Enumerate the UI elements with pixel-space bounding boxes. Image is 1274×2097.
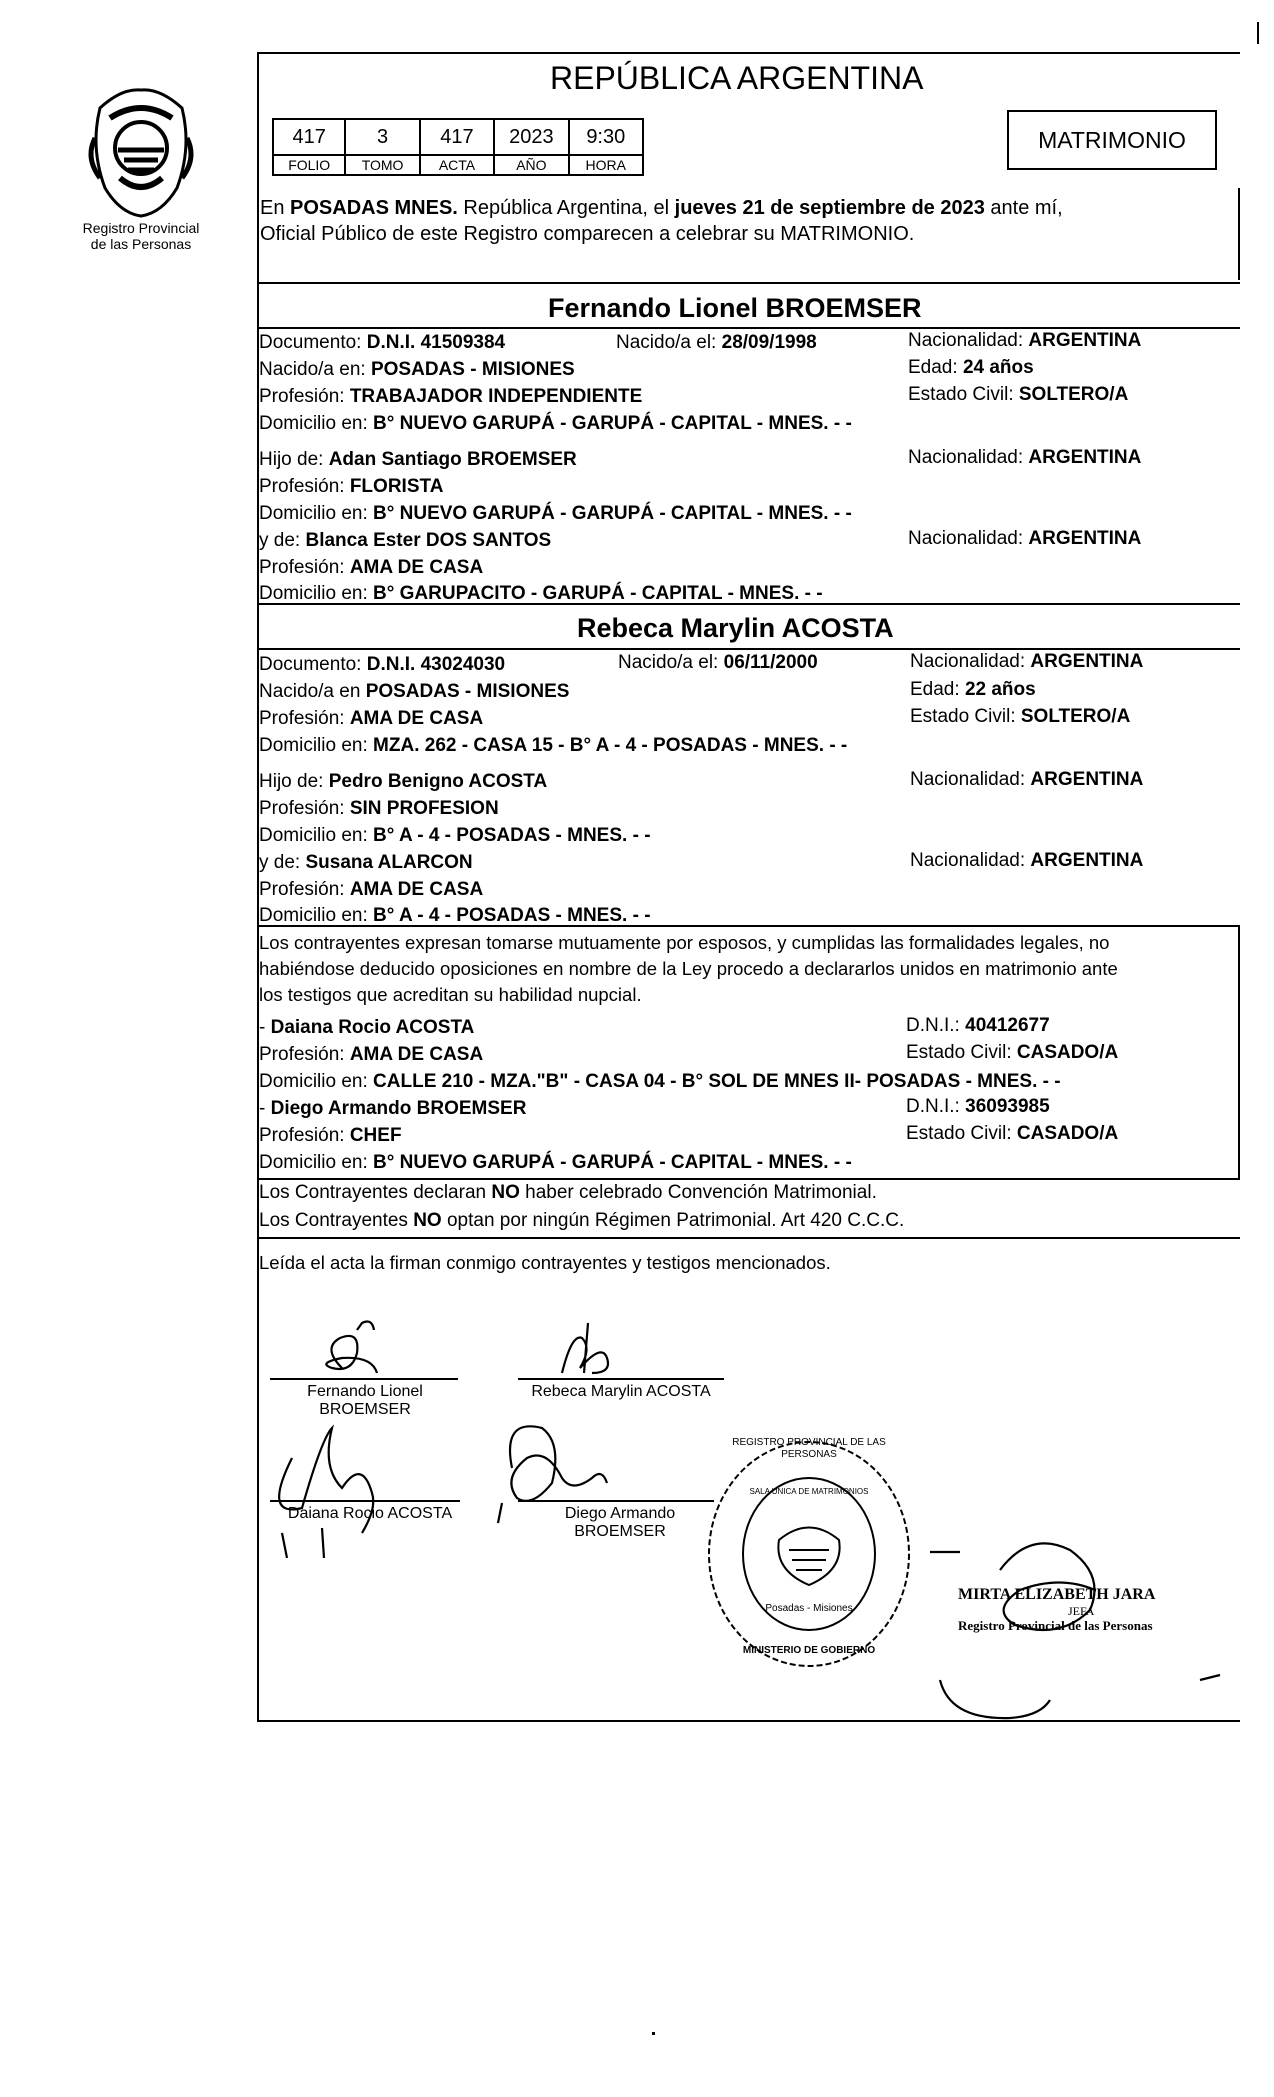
frame-top bbox=[257, 52, 1240, 54]
spouse1-father-domicilio: Domicilio en: B° NUEVO GARUPÁ - GARUPÁ - CAPITAL - MNES. - - bbox=[259, 503, 852, 524]
act-type-box bbox=[1007, 110, 1217, 170]
spouse1-mother-domicilio: Domicilio en: B° GARUPACITO - GARUPÁ - CAPITAL - MNES. - - bbox=[259, 583, 823, 604]
official-seal-icon bbox=[704, 1435, 914, 1673]
intro-text-b: República Argentina, el bbox=[457, 197, 675, 219]
witness1-dni: D.N.I.: 40412677 bbox=[906, 1015, 1050, 1036]
registry-caption-line2: de las Personas bbox=[90, 236, 192, 252]
hora-label: HORA bbox=[569, 155, 643, 175]
spouse2-father-domicilio: Domicilio en: B° A - 4 - POSADAS - MNES. - - bbox=[259, 825, 651, 846]
divider-convention bbox=[257, 1237, 1240, 1239]
witness1-estado: Estado Civil: CASADO/A bbox=[906, 1042, 1119, 1063]
spouse1-mother: y de: Blanca Ester DOS SANTOS bbox=[259, 530, 552, 551]
spouse1-mother-nacionalidad: Nacionalidad: ARGENTINA bbox=[908, 528, 1142, 549]
tomo-value: 3 bbox=[345, 119, 419, 155]
signature-name-4-last: BROEMSER bbox=[574, 1523, 666, 1540]
officer-name: MIRTA ELIZABETH JARA bbox=[958, 1586, 1156, 1603]
anio-value: 2023 bbox=[494, 119, 568, 155]
divider-name2 bbox=[257, 648, 1240, 650]
declaration-line3: los testigos que acreditan su habilidad nupcial. bbox=[259, 984, 642, 1005]
divider-name1 bbox=[257, 327, 1240, 329]
signature-name-1-last: BROEMSER bbox=[319, 1401, 411, 1418]
spouse2-father-profesion: Profesión: SIN PROFESION bbox=[259, 798, 499, 819]
spouse2-mother-domicilio: Domicilio en: B° A - 4 - POSADAS - MNES. - - bbox=[259, 905, 651, 926]
signature-2-scribble bbox=[562, 1323, 608, 1373]
witness2-domicilio: Domicilio en: B° NUEVO GARUPÁ - GARUPÁ - CAPITAL - MNES. - - bbox=[259, 1152, 852, 1173]
spouse2-nacionalidad: Nacionalidad: ARGENTINA bbox=[910, 651, 1144, 672]
signature-4-scribble bbox=[498, 1426, 607, 1523]
record-table bbox=[272, 118, 644, 176]
spouse1-nacido-en: Nacido/a en: POSADAS - MISIONES bbox=[259, 359, 575, 380]
seal-inner-text: SALA UNICA DE MATRIMONIOS bbox=[749, 1487, 869, 1496]
hora-value: 9:30 bbox=[569, 119, 643, 155]
anio-label: AÑO bbox=[494, 155, 568, 175]
stray-dot-bottom bbox=[652, 2032, 655, 2035]
seal-outer-text: REGISTRO PROVINCIAL DE LAS PERSONAS bbox=[732, 1437, 886, 1460]
closing-text: Leída el acta la firman conmigo contrayentes y testigos mencionados. bbox=[259, 1252, 831, 1273]
signature-name-1-first: Fernando Lionel bbox=[307, 1383, 423, 1400]
seal-city: Posadas - Misiones bbox=[765, 1603, 853, 1614]
country-title: REPÚBLICA ARGENTINA bbox=[550, 60, 924, 96]
folio-value: 417 bbox=[273, 119, 345, 155]
witness1-domicilio: Domicilio en: CALLE 210 - MZA."B" - CASA 04 - B° SOL DE MNES II- POSADAS - MNES. - - bbox=[259, 1071, 1061, 1092]
spouse2-mother-profesion: Profesión: AMA DE CASA bbox=[259, 879, 484, 900]
witness1-name: - Daiana Rocio ACOSTA bbox=[259, 1017, 475, 1038]
spouse2-mother-nacionalidad: Nacionalidad: ARGENTINA bbox=[910, 850, 1144, 871]
spouse2-documento: Documento: D.N.I. 43024030 bbox=[259, 654, 506, 675]
handwritten-signatures bbox=[262, 1318, 742, 1558]
spouse1-father: Hijo de: Adan Santiago BROEMSER bbox=[259, 449, 577, 470]
convention-line2: Los Contrayentes NO optan por ningún Régimen Patrimonial. Art 420 C.C.C. bbox=[259, 1210, 905, 1231]
signature-1-scribble bbox=[326, 1322, 377, 1373]
spouse1-nacido-el: Nacido/a el: 28/09/1998 bbox=[616, 332, 817, 353]
frame-right-top bbox=[1238, 188, 1240, 280]
officer-institution: Registro Provincial de las Personas bbox=[958, 1618, 1153, 1633]
declaration-line1: Los contrayentes expresan tomarse mutuamente por esposos, y cumplidas las formalidades legales, no bbox=[259, 932, 1110, 953]
registry-logo bbox=[80, 78, 202, 218]
spouse1-domicilio: Domicilio en: B° NUEVO GARUPÁ - GARUPÁ - CAPITAL - MNES. - - bbox=[259, 413, 852, 434]
folio-label: FOLIO bbox=[273, 155, 345, 175]
witness2-profesion: Profesión: CHEF bbox=[259, 1125, 402, 1146]
intro-text-a: En bbox=[260, 197, 291, 219]
intro-text-c: ante mí, bbox=[984, 197, 1063, 219]
spouse2-name: Rebeca Marylin ACOSTA bbox=[577, 613, 894, 643]
frame-right-mid bbox=[1238, 925, 1240, 1179]
intro-line2: Oficial Público de este Registro comparecen a celebrar su MATRIMONIO. bbox=[260, 223, 915, 245]
spouse1-name: Fernando Lionel BROEMSER bbox=[548, 293, 922, 323]
tomo-label: TOMO bbox=[345, 155, 419, 175]
witness2-estado: Estado Civil: CASADO/A bbox=[906, 1123, 1119, 1144]
signature-name-2: Rebeca Marylin ACOSTA bbox=[531, 1383, 711, 1400]
spouse1-nacionalidad: Nacionalidad: ARGENTINA bbox=[908, 330, 1142, 351]
officer-stamp bbox=[958, 1585, 1228, 1634]
stray-mark-top-right bbox=[1257, 22, 1259, 44]
spouse1-documento: Documento: D.N.I. 41509384 bbox=[259, 332, 506, 353]
spouse2-father-nacionalidad: Nacionalidad: ARGENTINA bbox=[910, 769, 1144, 790]
intro-place: POSADAS MNES. bbox=[290, 197, 458, 219]
spouse2-nacido-en: Nacido/a en POSADAS - MISIONES bbox=[259, 681, 570, 702]
spouse2-nacido-el: Nacido/a el: 06/11/2000 bbox=[618, 652, 818, 673]
spouse2-estado: Estado Civil: SOLTERO/A bbox=[910, 706, 1131, 727]
registry-caption-line1: Registro Provincial bbox=[82, 220, 200, 236]
spouse2-domicilio: Domicilio en: MZA. 262 - CASA 15 - B° A - 4 - POSADAS - MNES. - - bbox=[259, 735, 848, 756]
intro-date: jueves 21 de septiembre de 2023 bbox=[674, 197, 985, 219]
spouse2-edad: Edad: 22 años bbox=[910, 679, 1036, 700]
intro-line1 bbox=[260, 196, 1063, 220]
witness2-dni: D.N.I.: 36093985 bbox=[906, 1096, 1050, 1117]
frame-bottom bbox=[257, 1720, 1240, 1722]
officer-title: JEFA bbox=[1068, 1604, 1095, 1618]
spouse2-mother: y de: Susana ALARCON bbox=[259, 852, 473, 873]
seal-bottom-text: MINISTERIO DE GOBIERNO bbox=[742, 1645, 876, 1656]
acta-value: 417 bbox=[420, 119, 494, 155]
spouse2-profesion: Profesión: AMA DE CASA bbox=[259, 708, 484, 729]
divider-intro bbox=[257, 282, 1240, 284]
act-type: MATRIMONIO bbox=[1038, 126, 1186, 153]
acta-label: ACTA bbox=[420, 155, 494, 175]
spouse1-mother-profesion: Profesión: AMA DE CASA bbox=[259, 557, 484, 578]
witness1-profesion: Profesión: AMA DE CASA bbox=[259, 1044, 484, 1065]
spouse2-father: Hijo de: Pedro Benigno ACOSTA bbox=[259, 771, 548, 792]
spouse1-estado: Estado Civil: SOLTERO/A bbox=[908, 384, 1129, 405]
registry-caption bbox=[58, 220, 224, 252]
signature-name-3: Daiana Rocio ACOSTA bbox=[287, 1505, 453, 1522]
signature-3-scribble bbox=[279, 1428, 373, 1558]
convention-line1: Los Contrayentes declaran NO haber celebrado Convención Matrimonial. bbox=[259, 1182, 877, 1203]
spouse1-profesion: Profesión: TRABAJADOR INDEPENDIENTE bbox=[259, 386, 643, 407]
province-seal-icon bbox=[80, 78, 202, 218]
official-seal bbox=[704, 1435, 914, 1673]
witness2-name: - Diego Armando BROEMSER bbox=[259, 1098, 527, 1119]
spouse1-father-profesion: Profesión: FLORISTA bbox=[259, 476, 444, 497]
divider-witnesses bbox=[257, 1178, 1240, 1180]
signature-name-4-first: Diego Armando bbox=[564, 1505, 676, 1522]
spouse1-father-nacionalidad: Nacionalidad: ARGENTINA bbox=[908, 447, 1142, 468]
declaration-line2: habiéndose deducido oposiciones en nombre de la Ley procedo a declararlos unidos en matrimonio ante bbox=[259, 958, 1118, 979]
spouse1-edad: Edad: 24 años bbox=[908, 357, 1034, 378]
